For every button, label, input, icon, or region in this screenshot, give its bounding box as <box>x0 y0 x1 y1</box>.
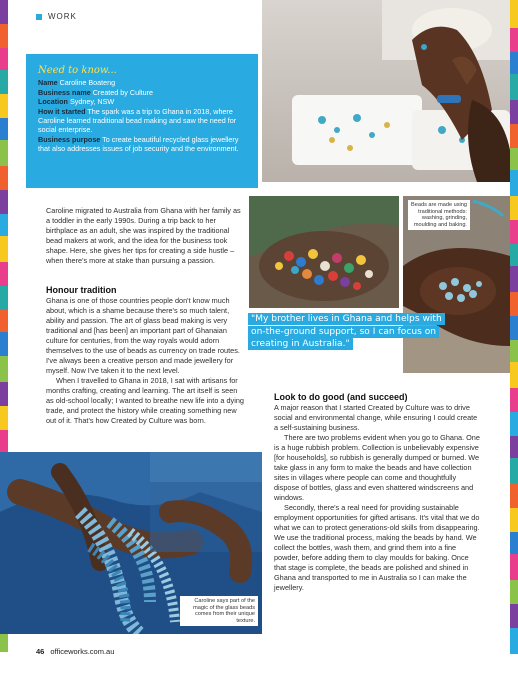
honour-tradition-heading: Honour tradition <box>46 285 117 295</box>
honour-tradition-p1: Ghana is one of those countries people don't know much about, which is a shame because there's so much talent, ability and passion. The art of glass bead making is very traditional and [has been] an important part of Ghanaian culture for centuries, from the way royals would adorn themselves to the use of beads as currency on trade routes. I've always been a creative person and made jewellery for myself. Now I've taken it to the next level. <box>46 296 240 375</box>
need-to-know-title: Need to know... <box>38 65 117 76</box>
page-number: 46 <box>36 647 45 656</box>
footer-site: officeworks.com.au <box>50 647 115 656</box>
look-to-do-good-p3: Secondly, there's a real need for providing sustainable employment opportunities for gifted artisans. It's vital that we do what we can to protect generations-old skills from disappearing. We use the traditional process, making the beads by hand. We collect the bottles, wash them, and grind them into a fine powder, before adding them to clay moulds for baking. Once that stage is complete, the beads are polished and shined in Ghana and transported to me in Australia so I can make the jewellery. <box>274 503 480 592</box>
location-label: Location <box>38 97 68 107</box>
caroline-caption <box>180 596 258 626</box>
photo-bead-pile-image <box>249 196 399 308</box>
started-value: The spark was a trip to Ghana in 2018, where Caroline learned traditional bead making and saw the need for social enterprise. <box>38 106 237 135</box>
section-look-to-do-good <box>274 392 480 593</box>
beads-caption-text: Beads are made using traditional methods: washing, grinding, moulding and baking. <box>411 202 467 228</box>
business-label: Business name <box>38 87 91 97</box>
photo-bead-pile <box>249 196 399 308</box>
business-value: Created by Culture <box>90 87 154 97</box>
name-label: Name <box>38 78 58 88</box>
purpose-value: To create beautiful recycled glass jewellery that also addresses issues of job security and the environment. <box>38 134 239 154</box>
need-to-know-box <box>26 54 258 188</box>
started-line <box>38 107 246 135</box>
business-line <box>38 88 246 97</box>
look-to-do-good-heading: Look to do good (and succeed) <box>274 392 408 402</box>
section-square-icon <box>36 14 42 20</box>
pull-quote-text: "My brother lives in Ghana and helps with on-the-ground support, so I can focus on creating in Australia." <box>248 313 445 350</box>
location-value: Sydney, NSW <box>67 97 115 107</box>
pull-quote <box>248 313 454 351</box>
right-color-strip <box>510 0 518 678</box>
name-line <box>38 78 246 87</box>
beads-caption <box>408 200 470 230</box>
section-label-text: WORK <box>48 12 77 21</box>
photo-bead-sorting-image <box>262 0 510 182</box>
photo-bead-sorting <box>262 0 510 182</box>
purpose-line <box>38 135 246 154</box>
intro-text: Caroline migrated to Australia from Ghana with her family as a toddler in the early 1990s. During a trip back to her birthplace as an adult, she was inspired by the traditional bead makers at work, and the idea for the business took shape. Here, she gives her tips for creating a side hustle – when there's more at stake than pursuing a passion. <box>46 206 241 265</box>
location-line <box>38 97 246 106</box>
started-label: How it started <box>38 106 86 116</box>
caroline-caption-text: Caroline says part of the magic of the glass beads comes from their unique texture. <box>193 598 255 624</box>
section-honour-tradition <box>46 285 246 426</box>
look-to-do-good-p1: A major reason that I started Created by Culture was to drive social and environmental change, while ensuring I could create a self-sustaining business. <box>274 403 478 432</box>
intro-paragraph <box>46 206 244 266</box>
page-footer <box>36 647 114 656</box>
name-value: Caroline Boateng <box>57 78 116 88</box>
purpose-label: Business purpose <box>38 134 101 144</box>
section-label <box>36 12 77 21</box>
look-to-do-good-p2: There are two problems evident when you go to Ghana. One is a huge rubbish problem. Collection is unbelievably expensive [for households], so rubbish is generally dumped or burned. We take glass in any form to make the beads and have collection sites in villages where people can come and thoughtfully dispose of bottles, glass and even shattered windscreens and windows. <box>274 433 480 502</box>
honour-tradition-p2: When I travelled to Ghana in 2018, I sat with artisans for months crafting, creating and learning. The art itself is seen as old-school locally; I wanted to breathe new life into a dying trade, and protect the history while creating something new out of it. That's how Created by Culture was born. <box>46 376 244 425</box>
